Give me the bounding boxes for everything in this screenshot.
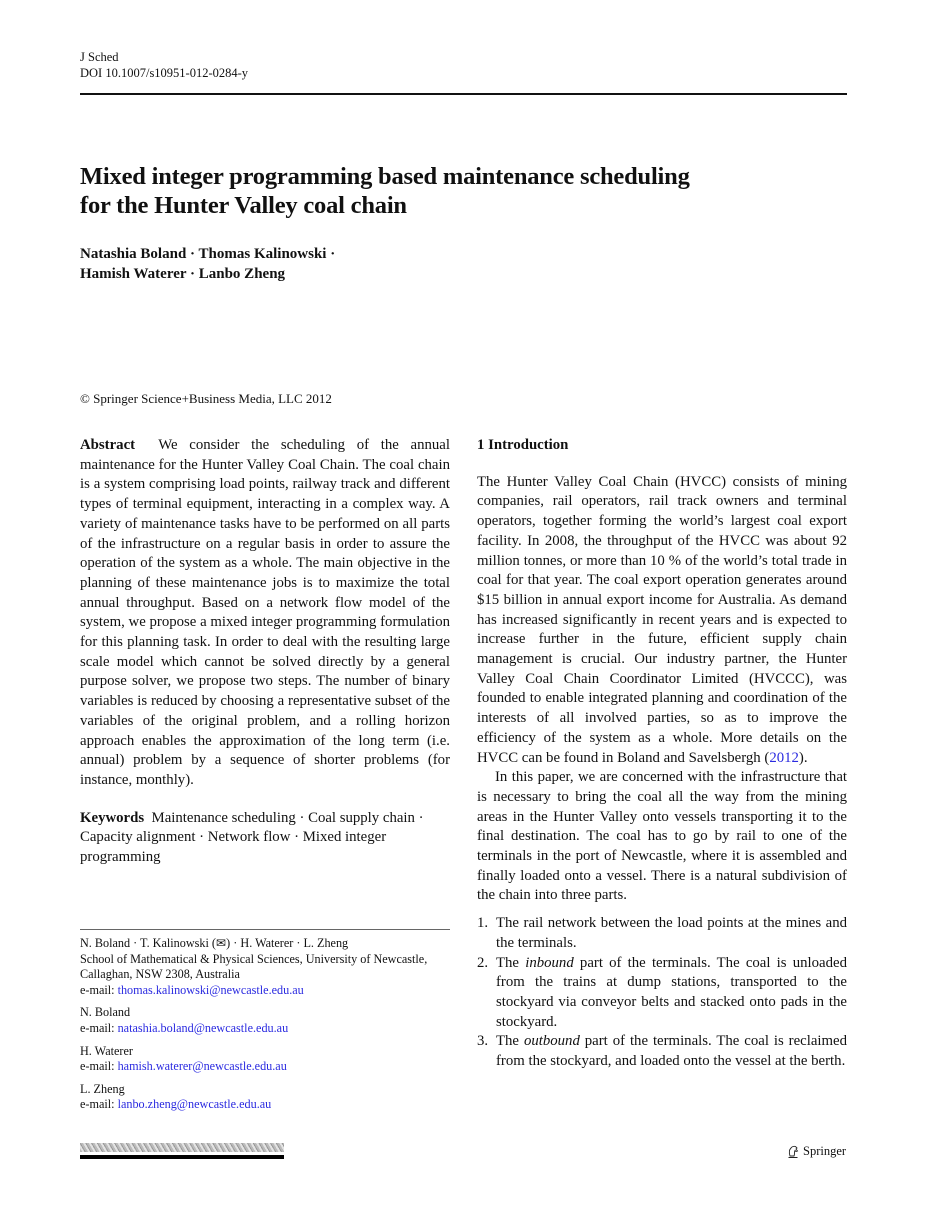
list-text: The rail network between the load points at the mines and the terminals. — [496, 915, 847, 951]
abstract — [80, 436, 450, 791]
author-footnote — [80, 936, 450, 1120]
author-list — [80, 244, 335, 284]
barcode-bar — [80, 1155, 284, 1159]
contact-email-row — [80, 983, 450, 999]
authors-line-1: Natashia Boland · Thomas Kalinowski · — [80, 246, 336, 262]
publisher-name: Springer — [803, 1144, 847, 1158]
contact-boland — [80, 1005, 450, 1036]
list-emphasis: inbound — [525, 954, 574, 971]
email-link-kalinowski[interactable]: thomas.kalinowski@newcastle.edu.au — [117, 982, 304, 997]
paper-title — [80, 162, 780, 220]
title-line-2: for the Hunter Valley coal chain — [80, 192, 407, 219]
barcode-strip — [80, 1143, 284, 1152]
contact-zheng — [80, 1082, 450, 1113]
springer-horse-icon — [787, 1145, 799, 1159]
left-column — [80, 436, 450, 883]
keywords-text: Maintenance scheduling · Coal supply chain · Capacity alignment · Network flow · Mixed integer programming — [80, 809, 424, 866]
intro-paragraph-2: In this paper, we are concerned with the infrastructure that is necessary to bring the coal all the way from the mining areas in the Hunter Valley onto vessels transporting it to the final destination. The coal has to go by rail to one of the terminals in the port of Newcastle, where it is assembled and finally loaded onto a vessel. There is a natural subdivision of the chain into three parts. — [477, 769, 847, 904]
section-heading-introduction: 1 Introduction — [477, 437, 569, 453]
contact-name: H. Waterer — [80, 1043, 133, 1058]
email-label: e-mail: — [80, 1059, 118, 1074]
list-number: 3. — [477, 1033, 489, 1050]
header-rule — [80, 93, 847, 95]
affiliation: School of Mathematical & Physical Sciences, University of Newcastle, Callaghan, NSW 2308, Australia — [80, 951, 428, 982]
list-text: part of the terminals. The coal is reclaimed from the stockyard, and loaded onto the vessel at the berth. — [496, 1033, 847, 1070]
keywords-label: Keywords — [80, 809, 145, 826]
intro-text-1: The Hunter Valley Coal Chain (HVCC) consists of mining companies, rail operators, rail track owners and terminal operators, together forming the world’s largest coal export facility. In 2008, the throughput of the HVCC was about 92 million tonnes, or more than 10 % of the world’s total trade in coal for that year. The coal export operation generates around $15 billion in annual export income for Australia. As demand has increased significantly in recent years and is expected to increase further in the future, efficient supply chain management is crucial. Our industry partner, the Hunter Valley Coal Chain Coordinator Limited (HVCCC), was founded to enable integrated planning and coordination of the interests of all involved parties, so as to improve the efficiency of the system as a whole. More details on the HVCC can be found in Boland and Savelsbergh ( — [477, 473, 847, 766]
right-column — [477, 436, 847, 1072]
footnote-authors: N. Boland · T. Kalinowski (✉) · H. Waterer · L. Zheng — [80, 936, 349, 950]
contact-waterer — [80, 1044, 450, 1075]
contact-name: L. Zheng — [80, 1081, 125, 1096]
title-line-1: Mixed integer programming based maintenance scheduling — [80, 163, 690, 190]
email-label: e-mail: — [80, 1020, 118, 1035]
intro-text-1-end: ). — [798, 749, 808, 766]
email-label: e-mail: — [80, 1097, 118, 1112]
list-item — [477, 914, 847, 953]
abstract-text: We consider the scheduling of the annual maintenance for the Hunter Valley Coal Chain. The coal chain is a system comprising load points, railway track and different types of terminal equipment, interacting in a complex way. A variety of maintenance tasks have to be performed on all parts of the infrastructure on a regular basis in order to assure the operation of the system as a whole. The main objective in the planning of these maintenance jobs is to maximize the total annual throughput. Based on a network flow model of the system, we propose a mixed integer programming formulation for this planning task. In order to deal with the resulting large scale model which cannot be solved directly by a general purpose solver, we propose two steps. The number of binary variables is reduced by choosing a representative subset of the variables of the original problem, and a rolling horizon approach enables the approximation of the long term (i.e. annual) problem by a sequence of shorter problems (for instance, monthly). — [80, 437, 450, 788]
contact-name: N. Boland — [80, 1005, 131, 1020]
copyright-notice: © Springer Science+Business Media, LLC 2012 — [80, 391, 332, 406]
chain-parts-list — [477, 914, 847, 1072]
email-link-boland[interactable]: natashia.boland@newcastle.edu.au — [117, 1020, 289, 1035]
journal-header — [80, 49, 248, 81]
authors-line-2: Hamish Waterer · Lanbo Zheng — [80, 266, 286, 282]
email-label: e-mail: — [80, 982, 118, 997]
list-text: The — [496, 954, 526, 971]
abstract-label: Abstract — [80, 437, 136, 453]
primary-affiliation — [80, 936, 450, 998]
email-link-waterer[interactable]: hamish.waterer@newcastle.edu.au — [117, 1059, 287, 1074]
journal-name: J Sched — [80, 50, 119, 64]
list-item — [477, 954, 847, 1033]
intro-paragraph-1 — [477, 473, 847, 769]
list-text: part of the terminals. The coal is unloaded from the trains at dump stations, transported to the stockyard via conveyor belts and stacked onto pads in the stockyard. — [496, 954, 847, 1030]
footnote-rule — [80, 929, 450, 930]
list-number: 1. — [477, 915, 489, 932]
list-emphasis: outbound — [523, 1033, 580, 1050]
citation-link-2012[interactable]: 2012 — [769, 749, 799, 766]
doi: DOI 10.1007/s10951-012-0284-y — [80, 66, 249, 80]
list-number: 2. — [477, 954, 489, 971]
list-item — [477, 1032, 847, 1071]
keywords — [80, 809, 450, 868]
email-link-zheng[interactable]: lanbo.zheng@newcastle.edu.au — [117, 1097, 272, 1112]
publisher-logo — [787, 1144, 846, 1159]
list-text: The — [496, 1033, 524, 1050]
